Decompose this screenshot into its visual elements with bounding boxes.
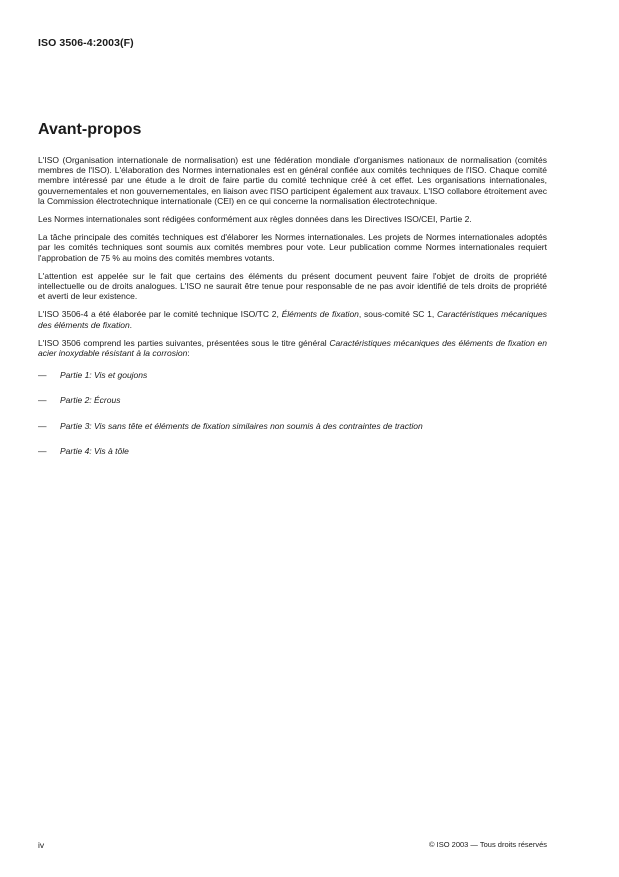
list-dash: — bbox=[38, 370, 47, 381]
paragraph-parts-intro bbox=[38, 338, 547, 358]
parts-list bbox=[38, 370, 547, 456]
paragraph-iso-intro: L'ISO (Organisation internationale de normalisation) est une fédération mondiale d'organismes nationaux de normalisation (comités membres de l'ISO). L'élaboration des Normes internationales est en général confiée aux comités techniques de l'ISO. Chaque comité membre intéressé par une étude a le droit de faire partie du comité technique créé à cet effet. Les organisations internationales, gouvernementales et non gouvernementales, en liaison avec l'ISO participent également aux travaux. L'ISO collabore étroitement avec la Commission électrotechnique internationale (CEI) en ce qui concerne la normalisation électrotechnique. bbox=[38, 155, 547, 206]
prepared-by-text-a: L'ISO 3506-4 a été élaborée par le comité technique ISO/TC 2, bbox=[38, 309, 282, 320]
parts-intro-text-a: L'ISO 3506 comprend les parties suivantes, présentées sous le titre général bbox=[38, 337, 330, 348]
subcommittee-title: Caractéristiques mécaniques des éléments de fixation bbox=[38, 309, 547, 330]
paragraph-directives: Les Normes internationales sont rédigées conformément aux règles données dans les Directives ISO/CEI, Partie 2. bbox=[38, 214, 472, 225]
paragraph-prepared-by bbox=[38, 309, 547, 329]
list-item bbox=[38, 421, 547, 431]
list-dash: — bbox=[38, 445, 47, 456]
prepared-by-text-c: , sous-comité SC 1, bbox=[358, 309, 437, 320]
part-3-title: Partie 3: Vis sans tête et éléments de fixation similaires non soumis à des contraintes de traction bbox=[60, 420, 423, 431]
list-item bbox=[38, 370, 547, 380]
part-1-title: Partie 1: Vis et goujons bbox=[60, 370, 148, 381]
list-dash: — bbox=[38, 420, 47, 431]
list-dash: — bbox=[38, 395, 47, 406]
committee-title: Éléments de fixation bbox=[281, 309, 359, 320]
document-id: ISO 3506-4:2003(F) bbox=[38, 37, 134, 49]
copyright-notice: © ISO 2003 — Tous droits réservés bbox=[429, 840, 547, 849]
page-number: iv bbox=[38, 840, 45, 850]
foreword-body bbox=[38, 155, 547, 471]
part-2-title: Partie 2: Écrous bbox=[60, 395, 121, 406]
paragraph-technical-committees: La tâche principale des comités techniques est d'élaborer les Normes internationales. Les projets de Normes internationales adoptés par les comités techniques sont soumis aux comités membres pour vote. Leur publication comme Normes internationales requiert l'approbation de 75 % au moins des comités membres votants. bbox=[38, 232, 547, 263]
part-4-title: Partie 4: Vis à tôle bbox=[60, 445, 129, 456]
paragraph-patent-rights: L'attention est appelée sur le fait que certains des éléments du présent document peuvent faire l'objet de droits de propriété intellectuelle ou de droits analogues. L'ISO ne saurait être tenue pour responsable de ne pas avoir identifié de tels droits de propriété et averti de leur existence. bbox=[38, 270, 547, 302]
page-title: Avant-propos bbox=[38, 121, 142, 138]
list-item bbox=[38, 395, 547, 405]
list-item bbox=[38, 446, 547, 456]
prepared-by-text-e: . bbox=[129, 319, 133, 330]
parts-intro-text-c: : bbox=[187, 348, 190, 359]
general-title: Caractéristiques mécaniques des éléments de fixation en acier inoxydable résistant à la corrosion bbox=[38, 337, 547, 359]
